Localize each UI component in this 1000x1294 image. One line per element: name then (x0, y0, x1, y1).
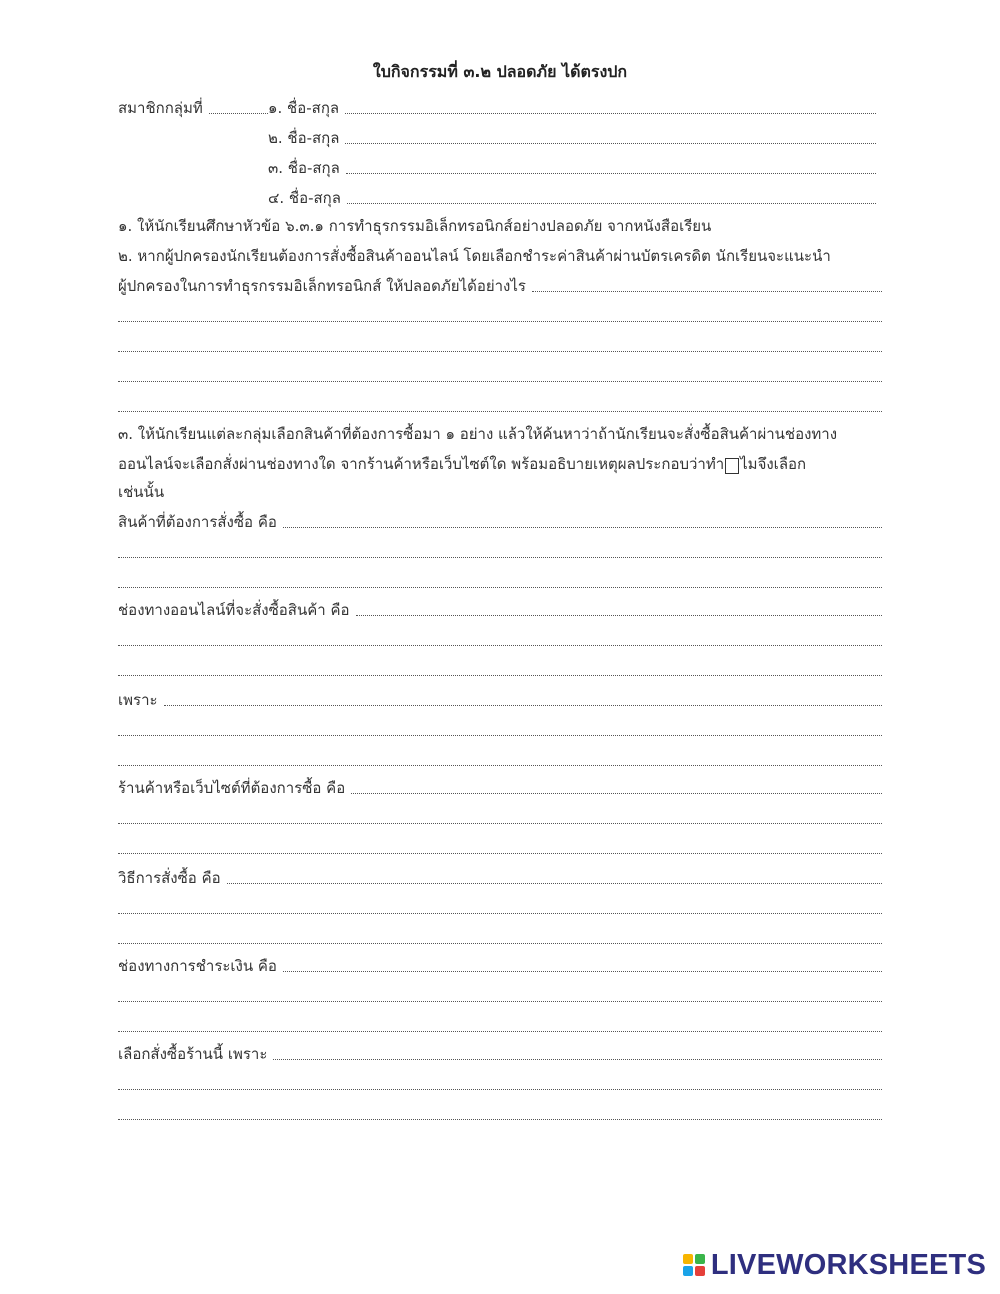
answer-blank[interactable] (118, 1027, 882, 1032)
product-field (118, 508, 882, 532)
channel-label: ช่องทางออนไลน์ที่จะสั่งซื้อสินค้า คือ (118, 601, 350, 619)
channel-field (118, 596, 882, 620)
answer-line (118, 1070, 882, 1094)
answer-blank[interactable] (118, 761, 882, 766)
member-label: ๔. ชื่อ-สกุล (268, 189, 341, 207)
group-number-label: สมาชิกกลุ่มที่ (118, 99, 203, 117)
method-field (118, 864, 882, 888)
question-1-text: ๑. ให้นักเรียนศึกษาหัวข้อ ๖.๓.๑ การทำธุรกรรมอิเล็กทรอนิกส์อย่างปลอดภัย จากหนังสือเรียน (118, 217, 712, 235)
logo-square (695, 1254, 705, 1264)
member-name-blank[interactable] (346, 169, 876, 174)
answer-line (118, 626, 882, 650)
answer-line (118, 362, 882, 386)
answer-line (118, 332, 882, 356)
because-answer-blank[interactable] (164, 701, 882, 706)
member-row (268, 184, 876, 208)
answer-blank[interactable] (118, 317, 882, 322)
answer-blank[interactable] (118, 583, 882, 588)
question-3-text: ๓. ให้นักเรียนแต่ละกลุ่มเลือกสินค้าที่ต้องการซื้อมา ๑ อย่าง แล้วให้ค้นหาว่าถ้านักเรียนจะสั่งซื้อสินค้าผ่านช่องทาง (118, 425, 838, 443)
payment-answer-blank[interactable] (283, 967, 882, 972)
answer-blank[interactable] (118, 377, 882, 382)
question-2-line (118, 242, 882, 266)
logo-mark-icon (683, 1254, 705, 1276)
logo-text: LIVEWORKSHEETS (710, 1248, 986, 1281)
answer-blank[interactable] (118, 671, 882, 676)
question-2-text: ผู้ปกครองในการทำธุรกรรมอิเล็กทรอนิกส์ ให้ปลอดภัยได้อย่างไร (118, 277, 526, 295)
reason-answer-blank[interactable] (273, 1055, 882, 1060)
answer-blank[interactable] (118, 997, 882, 1002)
answer-line (118, 746, 882, 770)
shop-answer-blank[interactable] (351, 789, 882, 794)
answer-line (118, 982, 882, 1006)
answer-blank[interactable] (118, 909, 882, 914)
member-label: ๒. ชื่อ-สกุล (268, 129, 340, 147)
answer-line (118, 538, 882, 562)
answer-blank[interactable] (118, 939, 882, 944)
group-number-row (118, 94, 268, 118)
liveworksheets-logo (683, 1250, 986, 1280)
payment-label: ช่องทางการชำระเงิน คือ (118, 957, 277, 975)
answer-line (118, 894, 882, 918)
member-name-blank[interactable] (345, 109, 876, 114)
answer-line (118, 568, 882, 592)
answer-blank[interactable] (118, 641, 882, 646)
question-3-text: ไมจึงเลือก (740, 455, 807, 473)
answer-blank[interactable] (118, 1085, 882, 1090)
payment-field (118, 952, 882, 976)
answer-line (118, 716, 882, 740)
question-2-line (118, 272, 882, 296)
question-3-line (118, 450, 882, 474)
answer-blank[interactable] (118, 849, 882, 854)
answer-blank[interactable] (118, 553, 882, 558)
answer-line (118, 804, 882, 828)
answer-line (118, 1100, 882, 1124)
question-1 (118, 212, 882, 236)
member-row (268, 94, 876, 118)
shop-field (118, 774, 882, 798)
answer-line (118, 1012, 882, 1036)
logo-square (683, 1254, 693, 1264)
answer-line (118, 302, 882, 326)
member-label: ๓. ชื่อ-สกุล (268, 159, 340, 177)
channel-answer-blank[interactable] (356, 611, 883, 616)
answer-blank[interactable] (118, 731, 882, 736)
answer-line (118, 392, 882, 416)
answer-line (118, 834, 882, 858)
question-3-line (118, 478, 882, 502)
question-2-text: ๒. หากผู้ปกครองนักเรียนต้องการสั่งซื้อสินค้าออนไลน์ โดยเลือกชำระค่าสินค้าผ่านบัตรเครดิต นักเรียนจะแนะนำ (118, 247, 831, 265)
member-name-blank[interactable] (345, 139, 876, 144)
logo-square (683, 1266, 693, 1276)
member-name-blank[interactable] (347, 199, 876, 204)
missing-glyph-box (725, 458, 739, 474)
question-3-text: ออนไลน์จะเลือกสั่งผ่านช่องทางใด จากร้านค้าหรือเว็บไซต์ใด พร้อมอธิบายเหตุผลประกอบว่าทำ (118, 455, 725, 473)
worksheet-title: ใบกิจกรรมที่ ๓.๒ ปลอดภัย ได้ตรงปก (372, 62, 628, 81)
shop-label: ร้านค้าหรือเว็บไซต์ที่ต้องการซื้อ คือ (118, 779, 346, 797)
answer-blank[interactable] (118, 407, 882, 412)
because-label: เพราะ (118, 691, 158, 709)
product-answer-blank[interactable] (283, 523, 882, 528)
group-number-blank[interactable] (209, 109, 268, 114)
reason-field (118, 1040, 882, 1064)
question-3-text: เช่นนั้น (118, 483, 165, 501)
answer-line (118, 924, 882, 948)
method-answer-blank[interactable] (227, 879, 882, 884)
question-3-line (118, 420, 882, 444)
answer-blank[interactable] (118, 819, 882, 824)
product-label: สินค้าที่ต้องการสั่งซื้อ คือ (118, 513, 277, 531)
logo-square (695, 1266, 705, 1276)
answer-blank[interactable] (118, 347, 882, 352)
member-row (268, 154, 876, 178)
member-row (268, 124, 876, 148)
member-label: ๑. ชื่อ-สกุล (268, 99, 340, 117)
answer-blank[interactable] (532, 287, 882, 292)
reason-label: เลือกสั่งซื้อร้านนี้ เพราะ (118, 1045, 268, 1063)
because-field (118, 686, 882, 710)
answer-blank[interactable] (118, 1115, 882, 1120)
answer-line (118, 656, 882, 680)
method-label: วิธีการสั่งซื้อ คือ (118, 869, 221, 887)
